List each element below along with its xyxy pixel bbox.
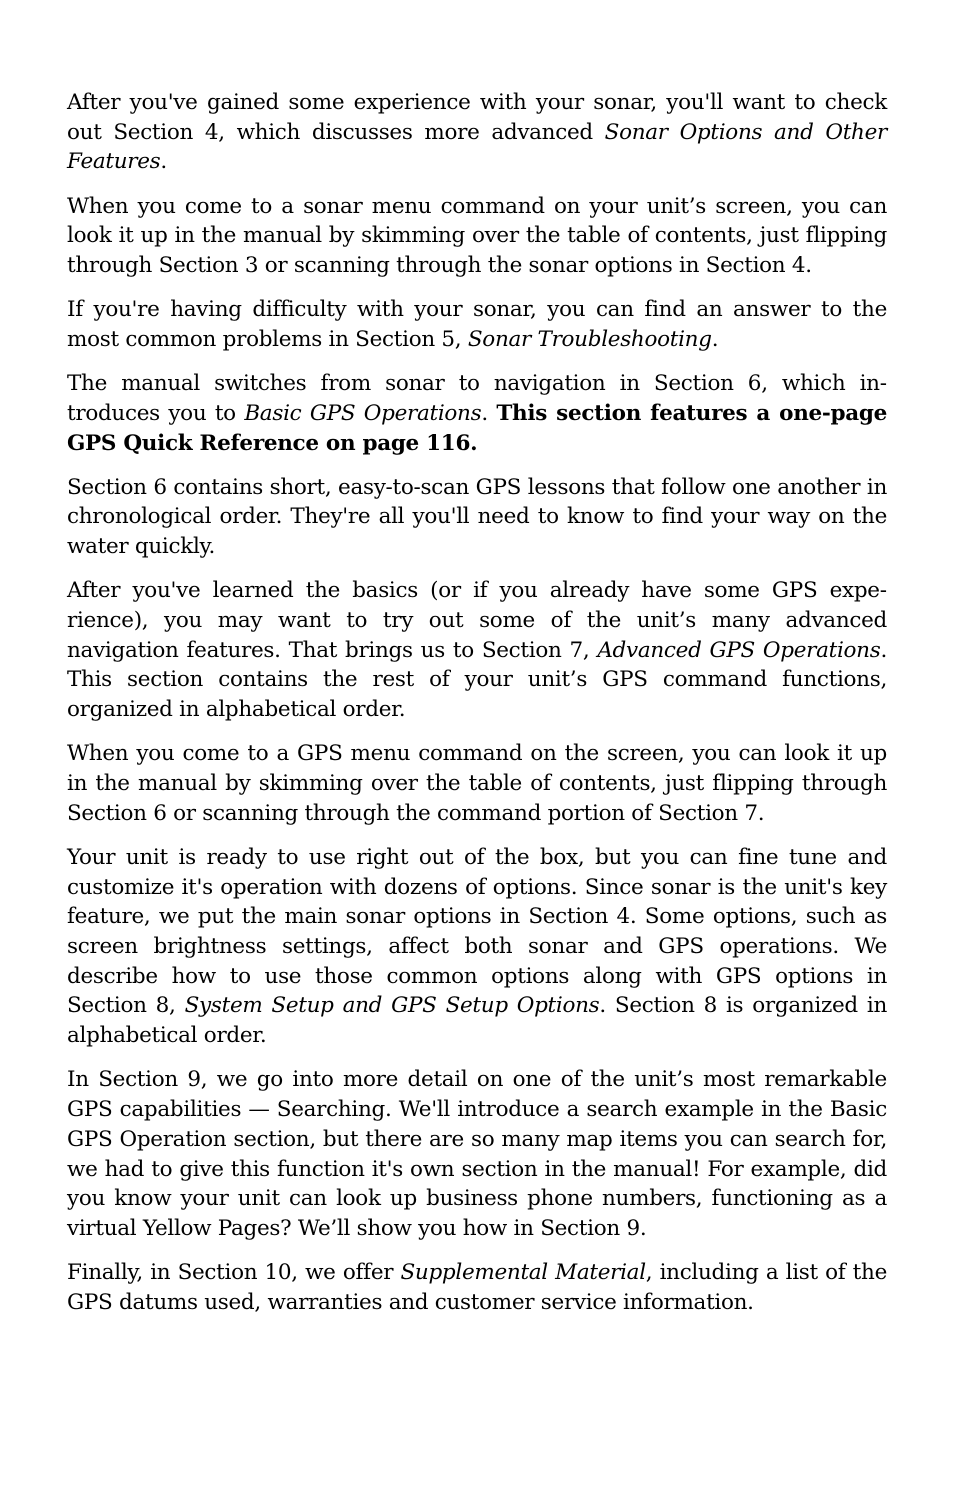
section-title-sonar-options: Sonar Options and Other Features [67, 119, 887, 175]
section-title-advanced-gps: Advanced GPS Operations [597, 637, 881, 663]
paragraph-gps-menu-lookup [67, 739, 887, 828]
paragraph-sonar-menu-lookup [67, 192, 887, 281]
manual-page-body [67, 88, 887, 1318]
paragraph-sonar-troubleshooting [67, 295, 887, 354]
text-segment: The manual switches from sonar to navigation in Section 6, which introduces you to [67, 371, 887, 426]
text-segment: Your unit is ready to use right out of the box, but you can fine tune and customize it's operation with dozens of options. Since sonar is the unit's key feature, we put the main sonar options in Section 4. Some options, such as screen brightness settings, affect both sonar and GPS operations. We describe how to use those common options along with GPS options in Section 8, [67, 844, 887, 1019]
text-segment: . [481, 400, 497, 426]
text-segment: . Section 8 is organized in alphabetical order. [67, 993, 888, 1049]
paragraph-supplemental [67, 1258, 887, 1317]
text-segment: . [160, 149, 167, 175]
section-title-system-setup: System Setup and GPS Setup Options [184, 993, 600, 1019]
text-segment: After you've gained some experience with your sonar, you'll want to check out Section 4, which discusses more advanced [67, 90, 887, 145]
section-title-sonar-troubleshooting: Sonar Troubleshooting [467, 326, 712, 352]
paragraph-system-setup [67, 843, 887, 1051]
text-segment: . [711, 326, 719, 352]
text-segment: . This section contains the rest of your unit’s GPS command functions, organized in alphabetical order. [67, 637, 887, 723]
section-title-basic-gps: Basic GPS Operations [244, 400, 482, 426]
text-segment: , including a list of the GPS datums used, warranties and customer service information. [67, 1260, 887, 1315]
text-segment: In Section 9, we go into more detail on one of the unit’s most remarkable GPS capabilities — Searching. We'll introduce a search example in the Basic GPS Operation section, but there are so many map items you can search for, we had to give this function it's own section in the manual! For example, did you know your unit can look up business phone numbers, functioning as a virtual Yellow Pages? We’ll show you how in Section 9. [67, 1067, 887, 1241]
paragraph-gps-lessons [67, 473, 887, 562]
quick-reference-callout: This section features a one-page GPS Quick Reference on page 116. [67, 400, 888, 456]
paragraph-basic-gps [67, 369, 887, 458]
text-segment: Finally, in Section 10, we offer [67, 1260, 401, 1286]
paragraph-advanced-gps [67, 576, 887, 725]
paragraph-advanced-sonar [67, 88, 887, 177]
text-segment: After you've learned the basics (or if you already have some GPS experience), you may want to try out some of the unit’s many advanced navigation features. That brings us to Section 7, [67, 578, 887, 663]
text-segment: If you're having difficulty with your sonar, you can find an answer to the most common problems in Section 5, [67, 297, 887, 352]
section-title-supplemental: Supplemental Material [400, 1260, 646, 1286]
text-segment: Section 6 contains short, easy-to-scan GPS lessons that follow one another in chronological order. They're all you'll need to know to find your way on the water quickly. [67, 474, 887, 560]
text-segment: When you come to a sonar menu command on your unit’s screen, you can look it up in the manual by skimming over the table of contents, just flipping through Section 3 or scanning through the sonar options in Section 4. [67, 193, 887, 279]
paragraph-searching [67, 1065, 887, 1243]
text-segment: When you come to a GPS menu command on the screen, you can look it up in the manual by skimming over the table of contents, just flipping through Section 6 or scanning through the command portion of Section 7. [67, 741, 887, 826]
